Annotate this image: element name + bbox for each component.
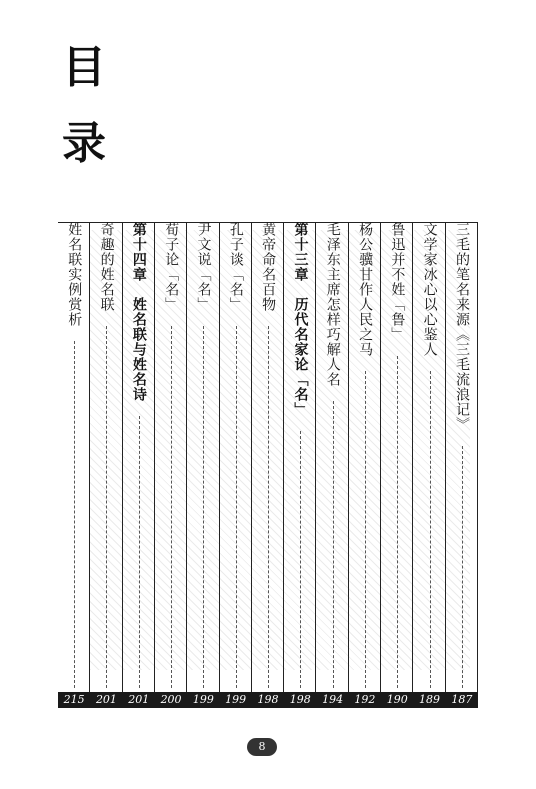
toc-entry <box>90 222 122 708</box>
leader-dots <box>74 341 75 688</box>
table-of-contents <box>58 222 478 708</box>
toc-entry <box>155 222 187 708</box>
toc-entry <box>220 222 252 708</box>
leader-dots <box>430 371 431 688</box>
toc-entry <box>349 222 381 708</box>
entry-title: 三毛的笔名来源《三毛流浪记》 <box>453 222 470 432</box>
toc-entry <box>187 222 219 708</box>
leader-dots <box>397 356 398 688</box>
toc-entry <box>58 222 90 708</box>
leader-dots <box>203 326 204 688</box>
entry-page-number: 200 <box>155 692 187 708</box>
entry-page-number: 192 <box>349 692 381 708</box>
entry-page-number: 201 <box>90 692 122 708</box>
leader-dots <box>365 371 366 688</box>
chapter-heading: 第十三章 历代名家论「名」 <box>292 222 309 417</box>
entry-page-number: 215 <box>58 692 90 708</box>
leader-dots <box>333 401 334 688</box>
entry-title: 鲁迅并不姓「鲁」 <box>389 222 406 342</box>
entry-title: 荀子论「名」 <box>163 222 180 312</box>
toc-entry <box>316 222 348 708</box>
entry-title: 毛泽东主席怎样巧解人名 <box>324 222 341 387</box>
title-char-mu: 目 <box>62 42 106 93</box>
entry-page-number: 199 <box>187 692 219 708</box>
entry-page-number: 189 <box>413 692 445 708</box>
toc-entry <box>284 222 316 708</box>
leader-dots <box>462 446 463 688</box>
entry-page-number: 194 <box>316 692 348 708</box>
entry-title: 尹文说「名」 <box>195 222 212 312</box>
entry-page-number: 198 <box>284 692 316 708</box>
leader-dots <box>268 326 269 688</box>
entry-page-number: 199 <box>220 692 252 708</box>
leader-dots <box>300 431 301 688</box>
entry-page-number: 187 <box>446 692 478 708</box>
entry-page-number: 201 <box>123 692 155 708</box>
chapter-heading: 第十四章 姓名联与姓名诗 <box>130 222 147 402</box>
entry-title: 杨公骥甘作人民之马 <box>357 222 374 357</box>
leader-dots <box>106 326 107 688</box>
leader-dots <box>171 326 172 688</box>
entry-title: 文学家冰心以心鉴人 <box>421 222 438 357</box>
entry-title: 姓名联实例赏析 <box>66 222 83 327</box>
entry-page-number: 198 <box>252 692 284 708</box>
entry-title: 奇趣的姓名联 <box>98 222 115 312</box>
toc-entry <box>252 222 284 708</box>
entry-title: 黄帝命名百物 <box>260 222 277 312</box>
toc-entry <box>413 222 445 708</box>
leader-dots <box>236 326 237 688</box>
toc-entry <box>123 222 155 708</box>
page-number: 8 <box>247 738 277 756</box>
toc-entry <box>381 222 413 708</box>
toc-entry <box>446 222 478 708</box>
entry-page-number: 190 <box>381 692 413 708</box>
entry-title: 孔子谈「名」 <box>227 222 244 312</box>
leader-dots <box>139 416 140 688</box>
title-char-lu: 录 <box>62 118 106 169</box>
